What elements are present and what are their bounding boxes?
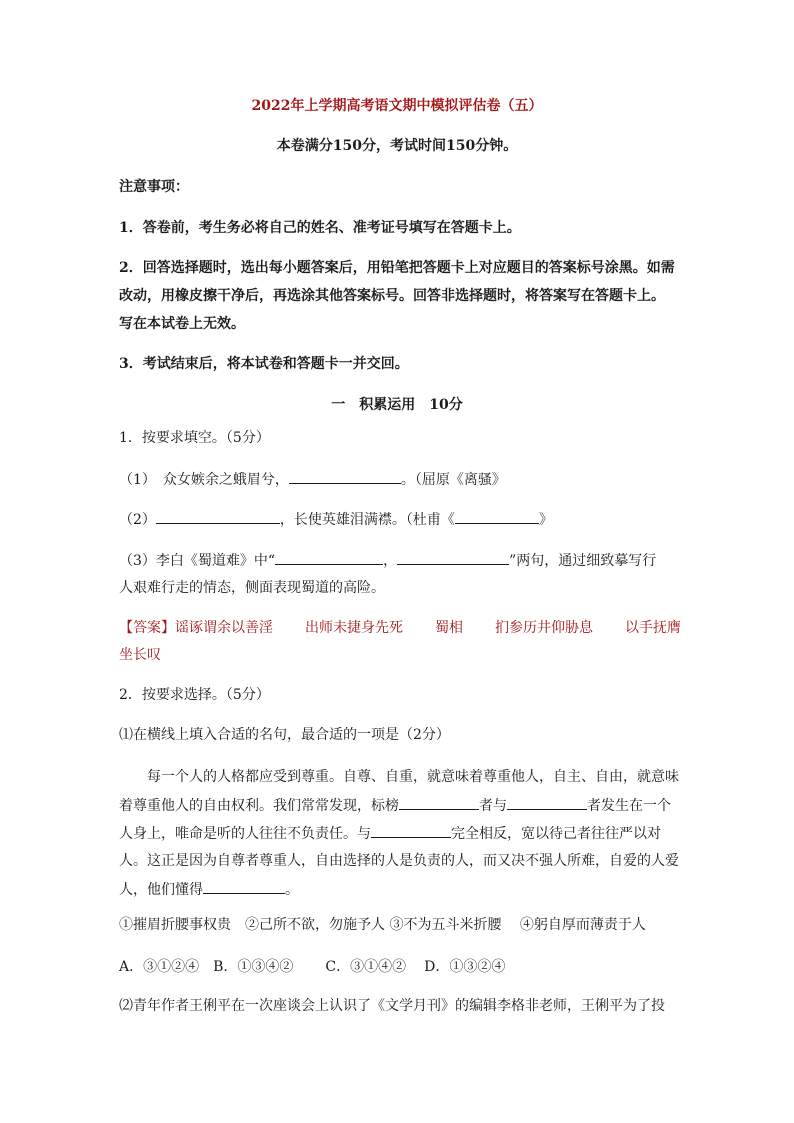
answer-item: 谣诼谓余以善淫: [175, 620, 273, 636]
answer-blank: [397, 550, 509, 565]
notice-heading: 注意事项：: [119, 179, 189, 195]
passage-line-4: 人。这正是因为自尊者尊重人，自由选择的人是负责的人，而又决不强人所难，自爱的人爱: [119, 853, 679, 869]
q1-2-text-c: 》: [538, 512, 553, 528]
answer-blank: [156, 509, 280, 524]
answer-blank: [203, 879, 285, 894]
answer-item: 蜀相: [435, 620, 463, 636]
answer-blank: [371, 823, 451, 838]
notice-item-2-line-1: 2．回答选择题时，选出每小题答案后，用铅笔把答题卡上对应题目的答案标号涂黑。如需: [119, 260, 675, 276]
notice-item-1: 1．答卷前，考生务必将自己的姓名、准考证号填写在答题卡上。: [119, 220, 521, 236]
question-1-1: [119, 469, 506, 490]
passage-text: 者发生在一个: [587, 798, 671, 814]
choices-line: [119, 957, 505, 977]
answer-blank: [289, 469, 401, 484]
choice-a: A．③①②④: [119, 959, 200, 975]
q1-3-text-a: （3）李白《蜀道难》中“: [119, 553, 276, 569]
choice-c: C．③①④②: [325, 959, 407, 975]
passage-line-3: [119, 823, 661, 844]
passage-line-1: 每一个人的人格都应受到尊重。自尊、自重，就意味着尊重他人，自主、自由，就意味: [147, 769, 679, 785]
answer-blank: [507, 795, 587, 810]
q1-3-text-b: ，: [383, 553, 398, 569]
exam-subtitle: 本卷满分150分，考试时间150分钟。: [276, 138, 518, 154]
question-2-1-stem: ⑴在横线上填入合适的名句，最合适的一项是（2分）: [119, 727, 450, 743]
passage-line-2: [119, 795, 671, 816]
notice-item-3: 3．考试结束后，将本试卷和答题卡一并交回。: [119, 356, 409, 372]
answer-blank: [399, 795, 479, 810]
notice-item-2-line-2: 改动，用橡皮擦干净后，再选涂其他答案标号。回答非选择题时，将答案写在答题卡上。: [119, 288, 665, 304]
choice-d: D．①③②④: [424, 959, 506, 975]
q1-2-text-b: ，长使英雄泪满襟。（杜甫《: [279, 512, 455, 528]
question-2-stem: 2．按要求选择。（5分）: [119, 687, 270, 703]
passage-text: 人身上，唯命是听的人往往不负责任。与: [119, 826, 371, 842]
passage-text: 人，他们懂得: [119, 882, 203, 898]
answer-item: 以手抚膺: [625, 620, 681, 636]
passage-line-5: [119, 879, 299, 900]
question-1-3-line-2: 人艰难行走的情态，侧面表现蜀道的高险。: [119, 580, 385, 596]
options-line: ①摧眉折腰事权贵 ②己所不欲，勿施予人 ③不为五斗米折腰 ④躬自厚而薄责于人: [119, 917, 646, 933]
question-1-2: [119, 509, 553, 530]
answer-item: 扪参历井仰胁息: [495, 620, 593, 636]
answer-blank: [275, 550, 383, 565]
passage-text: 。: [285, 882, 299, 898]
passage-text: 着尊重他人的自由权利。我们常常发现，标榜: [119, 798, 399, 814]
section-heading: 一 积累运用 10分: [331, 397, 463, 413]
question-1-3: [119, 550, 656, 571]
q1-1-text-b: 。（屈原《离骚》: [400, 472, 506, 488]
notice-item-2-line-3: 写在本试卷上无效。: [119, 316, 245, 332]
answer-item: 出师未捷身先死: [305, 620, 403, 636]
answer-line-2: 坐长叹: [119, 647, 161, 663]
answer-line: [119, 618, 681, 638]
question-2-2-line: ⑵青年作者王俐平在一次座谈会上认识了《文学月刊》的编辑李格非老师，王俐平为了投: [119, 998, 665, 1014]
page-title: 2022年上学期高考语文期中模拟评估卷（五）: [251, 98, 543, 114]
choice-b: B．①③④②: [213, 959, 294, 975]
passage-text: 完全相反，宽以待己者往往严以对: [451, 826, 661, 842]
answer-blank: [455, 509, 539, 524]
q1-1-text-a: （1） 众女嫉余之蛾眉兮，: [119, 472, 289, 488]
q1-3-text-c: ”两句，通过细致摹写行: [509, 553, 657, 569]
answer-label: 【答案】: [119, 620, 175, 636]
q1-2-text-a: （2）: [119, 512, 156, 528]
passage-text: 者与: [479, 798, 507, 814]
question-1-stem: 1．按要求填空。（5分）: [119, 430, 270, 446]
